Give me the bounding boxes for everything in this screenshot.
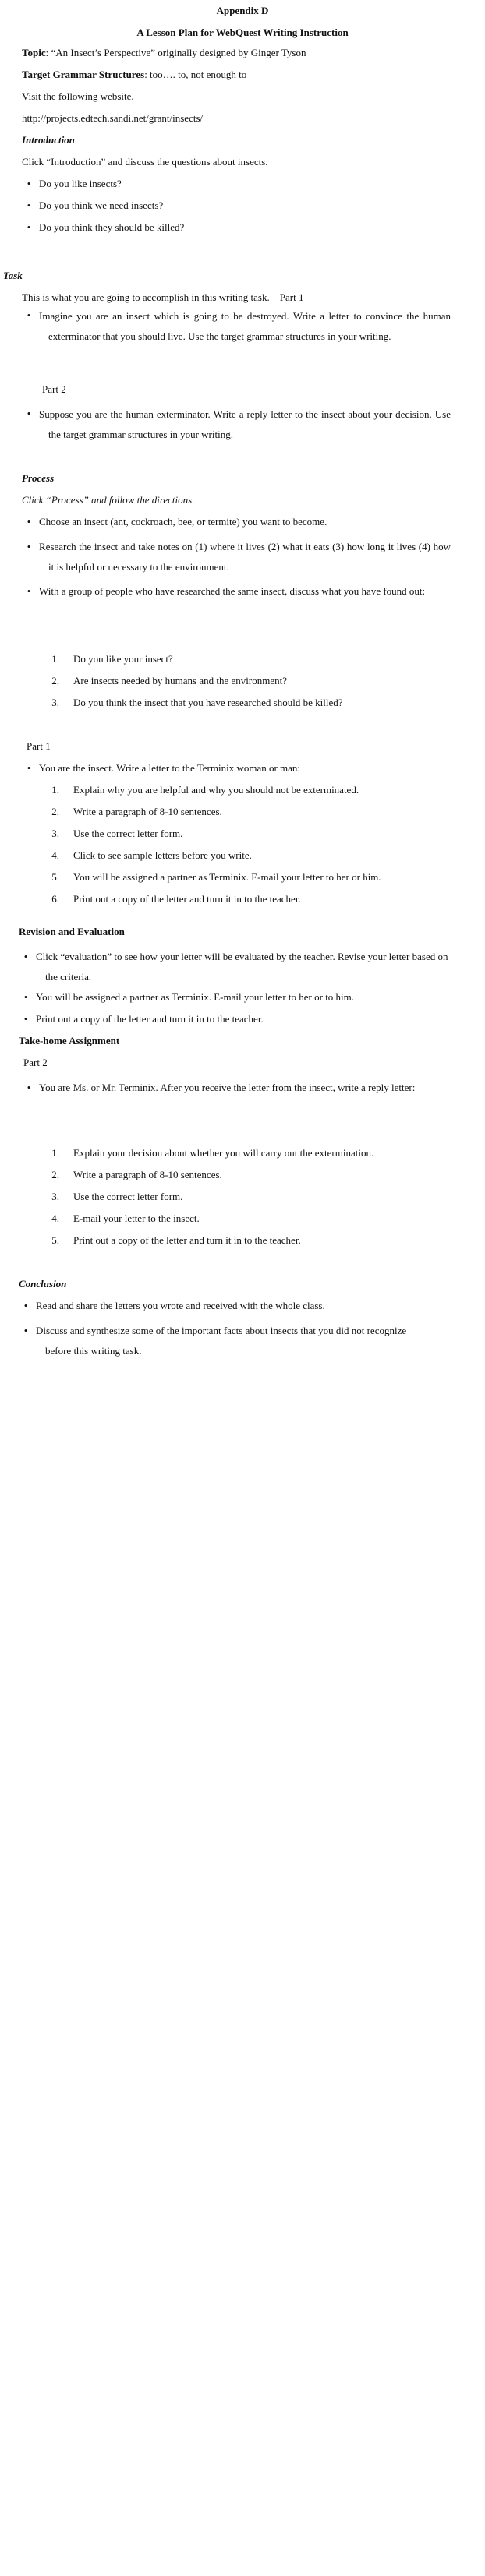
part1-step-3: Use the correct letter form. [73,827,183,839]
step-number: 5. [51,1234,59,1246]
grammar-value: : too…. to, not enough to [144,69,247,80]
part1-step-5: You will be assigned a partner as Terminix. E-mail your letter to her or him. [73,871,381,883]
part1-step-6: Print out a copy of the letter and turn it in to the teacher. [73,893,301,905]
document-title: A Lesson Plan for WebQuest Writing Instruction [136,26,349,38]
takehome-step-4: E-mail your letter to the insect. [73,1212,200,1224]
bullet-icon: • [27,541,31,552]
intro-bullet-3: Do you think they should be killed? [39,221,185,233]
bullet-icon: • [23,991,28,1003]
step-number: 4. [51,849,59,861]
step-number: 2. [51,1169,59,1180]
step-number: 1. [51,784,59,796]
bullet-icon: • [23,1300,28,1311]
takehome-bullet-text: You are Ms. or Mr. Terminix. After you receive the letter from the insect, write a reply letter: [39,1082,416,1093]
conclusion-heading: Conclusion [19,1278,67,1290]
appendix-label: Appendix D [216,5,269,16]
revision-bullet-3: Print out a copy of the letter and turn it in to the teacher. [36,1013,264,1025]
bullet-icon: • [23,1013,28,1025]
question-number: 1. [51,653,59,665]
takehome-step-5: Print out a copy of the letter and turn it in to the teacher. [73,1234,301,1246]
bullet-icon: • [27,1082,31,1093]
bullet-icon: • [23,1325,28,1336]
task-intro: This is what you are going to accomplish in this writing task. [22,291,270,303]
step-number: 6. [51,893,59,905]
conclusion-bullet-2-text: Discuss and synthesize some of the important facts about insects that you did not recognize before this writing task. [36,1325,407,1357]
task-intro-line [22,291,303,304]
task-bullet-2 [39,404,451,445]
takehome-part2-label: Part 2 [23,1057,48,1068]
revision-bullet-2: You will be assigned a partner as Terminix. E-mail your letter to her or to him. [36,991,355,1003]
process-bullet-3-text: With a group of people who have researched the same insect, discuss what you have found out: [39,585,426,597]
process-question-3: Do you think the insect that you have researched should be killed? [73,697,343,708]
introduction-heading: Introduction [22,134,75,146]
conclusion-bullet-2 [36,1321,426,1361]
process-part1-label: Part 1 [27,740,51,752]
task-heading: Task [3,270,23,281]
conclusion-bullet-1: Read and share the letters you wrote and received with the whole class. [36,1300,325,1311]
step-number: 2. [51,806,59,817]
part1-step-4: Click to see sample letters before you write. [73,849,252,861]
bullet-icon: • [27,585,31,597]
step-number: 4. [51,1212,59,1224]
bullet-icon: • [27,516,31,528]
process-bullet-1: Choose an insect (ant, cockroach, bee, or termite) you want to become. [39,516,327,528]
part1-step-1: Explain why you are helpful and why you should not be exterminated. [73,784,359,796]
task-bullet-1 [39,306,451,347]
process-instruction: Click “Process” and follow the directions. [22,494,195,506]
process-question-1: Do you like your insect? [73,653,173,665]
bullet-icon: • [27,199,31,211]
website-url[interactable]: http://projects.edtech.sandi.net/grant/insects/ [22,112,204,124]
revision-heading: Revision and Evaluation [19,926,125,937]
step-number: 5. [51,871,59,883]
bullet-icon: • [23,951,28,962]
task-bullet-1-text: Imagine you are an insect which is going to be destroyed. Write a letter to convince the human exterminator that you should live. Use the target grammar structures in your writing. [39,310,451,342]
process-question-2: Are insects needed by humans and the environment? [73,675,287,686]
process-heading: Process [22,472,55,484]
part1-step-2: Write a paragraph of 8-10 sentences. [73,806,222,817]
bullet-icon: • [27,309,31,321]
visit-line: Visit the following website. [22,90,134,102]
topic-line [22,47,306,59]
task-bullet-2-text: Suppose you are the human exterminator. Write a reply letter to the insect about your decision. Use the target grammar structures in your writing. [39,408,451,440]
takehome-step-1: Explain your decision about whether you will carry out the extermination. [73,1147,374,1159]
intro-bullet-1: Do you like insects? [39,178,122,189]
question-number: 2. [51,675,59,686]
takehome-bullet [39,1078,451,1098]
takehome-step-3: Use the correct letter form. [73,1191,183,1202]
process-part1-bullet: You are the insect. Write a letter to the Terminix woman or man: [39,762,301,774]
process-bullet-2-text: Research the insect and take notes on (1) where it lives (2) what it eats (3) how long it lives (4) how it is helpful or necessary to the environment. [39,541,451,573]
takehome-step-2: Write a paragraph of 8-10 sentences. [73,1169,222,1180]
topic-label: Topic [22,47,46,58]
intro-bullet-2: Do you think we need insects? [39,199,164,211]
bullet-icon: • [27,762,31,774]
bullet-icon: • [27,221,31,233]
task-part2-label: Part 2 [42,383,66,395]
takehome-heading: Take-home Assignment [19,1035,120,1046]
bullet-icon: • [27,408,31,419]
step-number: 3. [51,1191,59,1202]
task-part1-label: Part 1 [279,291,304,303]
bullet-icon: • [27,178,31,189]
topic-value: : “An Insect’s Perspective” originally designed by Ginger Tyson [45,47,306,58]
revision-bullet-1 [36,947,451,987]
process-bullet-2 [39,537,451,577]
grammar-label: Target Grammar Structures [22,69,145,80]
grammar-line [22,69,246,81]
revision-bullet-1-text: Click “evaluation” to see how your letter will be evaluated by the teacher. Revise your letter based on the criteria. [36,951,448,983]
introduction-instruction: Click “Introduction” and discuss the questions about insects. [22,156,268,168]
process-bullet-3 [39,581,451,602]
question-number: 3. [51,697,59,708]
step-number: 1. [51,1147,59,1159]
step-number: 3. [51,827,59,839]
